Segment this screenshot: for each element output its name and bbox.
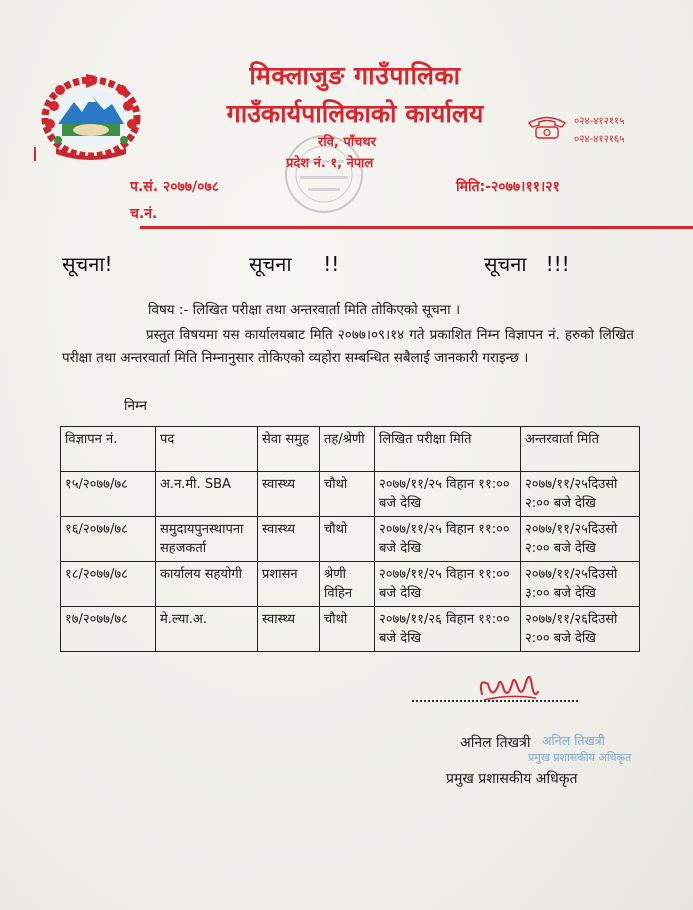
telephone-icon	[526, 114, 568, 140]
cell-service-group: स्वास्थ्य	[258, 472, 320, 517]
header-ad-number: विज्ञापन नं.	[61, 427, 156, 472]
subject-line: विषय :- लिखित परीक्षा तथा अन्तरवार्ता मिति तोकिएको सूचना ।	[148, 302, 461, 318]
cell-ad-number: १५/२०७७/७८	[61, 472, 156, 517]
table-row	[61, 607, 640, 652]
cell-post: अ.न.मी. SBA	[156, 472, 258, 517]
cell-interview-date: २०७७/११/२६दिउसो २:०० बजे देखि	[521, 607, 640, 652]
handwritten-signature	[474, 664, 544, 712]
header-level: तह/श्रेणी	[320, 427, 375, 472]
cell-post: समुदायपुनस्थापना सहजकर्ता	[156, 517, 258, 562]
cell-ad-number: १८/२०७७/७८	[61, 562, 156, 607]
dispatch-number: च.नं.	[130, 206, 158, 222]
notice-heading-3: सूचना !!!	[484, 252, 570, 276]
cell-post: मे.ल्या.अ.	[156, 607, 258, 652]
cell-service-group: स्वास्थ्य	[258, 517, 320, 562]
table-row	[61, 472, 640, 517]
table-row	[61, 562, 640, 607]
cell-level: चौथो	[320, 607, 375, 652]
cell-post: कार्यालय सहयोगी	[156, 562, 258, 607]
cell-ad-number: १६/२०७७/७८	[61, 517, 156, 562]
header-written-exam-date: लिखित परीक्षा मिति	[375, 427, 521, 472]
header-interview-date: अन्तरवार्ता मिति	[521, 427, 640, 472]
phone-number-1: ०२४-४१२११५	[574, 116, 625, 127]
signatory-name: अनिल तिखत्री	[460, 735, 531, 751]
reference-number: प.सं. २०७७/०७८	[130, 179, 219, 195]
cell-interview-date: २०७७/११/२५दिउसो २:०० बजे देखि	[521, 517, 640, 562]
org-name: मिक्लाजुङ गाउँपालिका	[249, 61, 461, 90]
cell-level: चौथो	[320, 472, 375, 517]
address-line-2: प्रदेश नं. १, नेपाल	[286, 156, 374, 171]
cell-interview-date: २०७७/११/२५दिउसो २:०० बजे देखि	[521, 472, 640, 517]
phone-number-2: ०२४-४१२१६५	[574, 134, 625, 145]
address-line-1: रवि, पाँचथर	[318, 135, 377, 150]
notice-heading-1: सूचना!	[62, 252, 113, 276]
cell-level: चौथो	[320, 517, 375, 562]
cell-ad-number: १७/२०७७/७८	[61, 607, 156, 652]
signature-line	[412, 700, 578, 702]
cell-level: श्रेणी विहिन	[320, 562, 375, 607]
name-stamp: अनिल तिखत्री	[542, 733, 605, 748]
header-service-group: सेवा समुह	[258, 427, 320, 472]
cell-written-exam-date: २०७७/११/२५ विहान ११:०० बजे देखि	[375, 517, 521, 562]
header-post: पद	[156, 427, 258, 472]
office-name: गाउँकार्यपालिकाको कार्यालय	[226, 99, 484, 128]
margin-mark	[34, 147, 36, 161]
header-divider	[140, 226, 693, 229]
cell-service-group: प्रशासन	[258, 562, 320, 607]
following-label: निम्न	[124, 398, 148, 414]
table-row	[61, 517, 640, 562]
cell-service-group: स्वास्थ्य	[258, 607, 320, 652]
nepal-emblem-icon	[36, 66, 146, 166]
cell-written-exam-date: २०७७/११/२५ विहान ११:०० बजे देखि	[375, 472, 521, 517]
cell-interview-date: २०७७/११/२५दिउसो ३:०० बजे देखि	[521, 562, 640, 607]
table-header-row	[61, 427, 640, 472]
letter-date: मिति:-२०७७।११।२१	[456, 179, 560, 195]
cell-written-exam-date: २०७७/११/२५ विहान ११:०० बजे देखि	[375, 562, 521, 607]
signatory-title: प्रमुख प्रशासकीय अधिकृत	[446, 771, 578, 787]
cell-written-exam-date: २०७७/११/२६ विहान ११:०० बजे देखि	[375, 607, 521, 652]
body-paragraph: प्रस्तुत विषयमा यस कार्यालयबाट मिति २०७७।०९।१४ गते प्रकाशित निम्न विज्ञापन नं. हरुको लिखित परीक्षा तथा अन्तरवार्ता मिति निम्नानुसार तोकिएको व्यहोरा सम्बन्धित सबैलाई जानकारी गराइन्छ ।	[62, 327, 634, 366]
title-stamp: प्रमुख प्रशासकीय अधिकृत	[528, 751, 632, 764]
notice-heading-2: सूचना !!	[249, 252, 340, 276]
schedule-table	[60, 426, 640, 652]
